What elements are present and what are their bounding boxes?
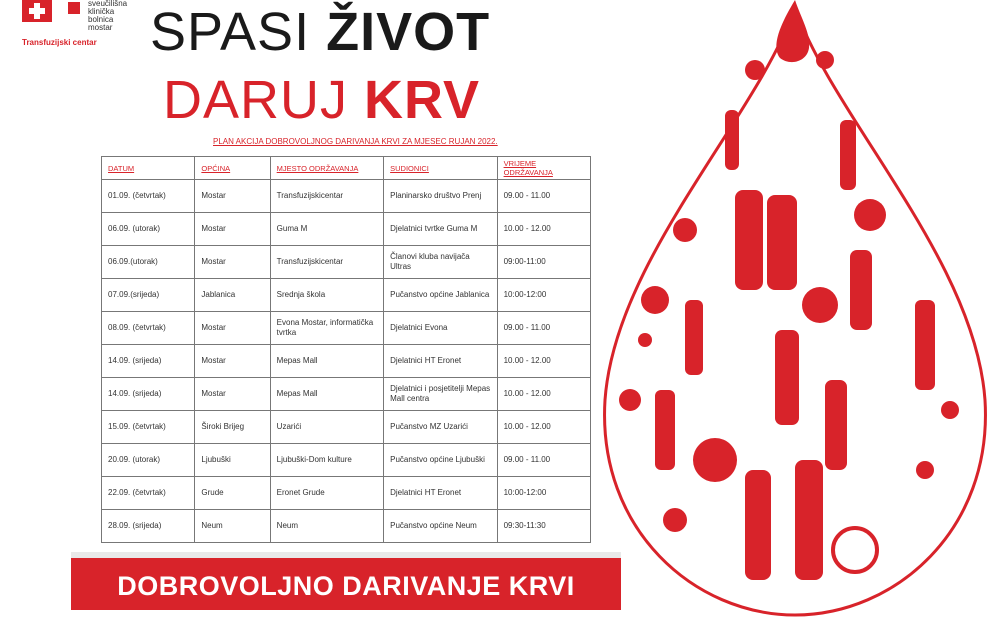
cell-time: 10.00 - 12.00 [497,345,590,378]
cell-participants: Pučanstvo općine Jablanica [384,279,497,312]
headline-light: DARUJ [163,70,365,130]
person-icon [685,300,703,375]
banner-text: DOBROVOLJNO DARIVANJE KRVI [117,571,575,601]
cell-date: 28.09. (srijeda) [102,510,195,543]
table-row [102,477,591,510]
cell-participants: Djelatnici HT Eronet [384,477,497,510]
table-row [102,180,591,213]
cell-date: 06.09. (utorak) [102,213,195,246]
flower-icon [673,218,697,242]
heart-icon [854,199,886,231]
hand-icon [693,438,737,482]
cell-participants: Pučanstvo MZ Uzarići [384,411,497,444]
plan-heading: PLAN AKCIJA DOBROVOLJNOG DARIVANJA KRVI ZA MJESEC RUJAN 2022. [213,137,498,146]
cell-location: Uzarići [270,411,383,444]
headline-bold: ŽIVOT [326,2,491,62]
table-row [102,213,591,246]
globe-icon [833,528,877,572]
cell-location: Evona Mostar, informatička tvrtka [270,312,383,345]
person-icon [915,300,935,390]
table-row [102,246,591,279]
cell-location: Neum [270,510,383,543]
header-location: MJESTO ODRŽAVANJA [270,157,383,180]
cell-municipality: Jablanica [195,279,270,312]
cell-location: Transfuzijskicentar [270,180,383,213]
headline-line-1 [150,4,490,60]
logo-line: bolnica [88,15,114,24]
cell-location: Guma M [270,213,383,246]
cell-participants: Pučanstvo općine Ljubuški [384,444,497,477]
person-icon [795,460,823,580]
person-icon [840,120,856,190]
cell-location: Mepas Mall [270,378,383,411]
table-row [102,279,591,312]
logo-text [88,0,148,32]
cell-municipality: Široki Brijeg [195,411,270,444]
logo-subtitle: Transfuzijski centar [22,38,97,47]
cell-date: 08.09. (četvrtak) [102,312,195,345]
cell-participants: Djelatnici i posjetitelji Mepas Mall centra [384,378,497,411]
cell-date: 01.09. (četvrtak) [102,180,195,213]
cell-municipality: Mostar [195,213,270,246]
person-icon [725,110,739,170]
cell-municipality: Mostar [195,345,270,378]
cell-date: 15.09. (četvrtak) [102,411,195,444]
cell-time: 10.00 - 12.00 [497,378,590,411]
cell-location: Mepas Mall [270,345,383,378]
blood-drop-illustration [595,0,1000,620]
cell-municipality: Grude [195,477,270,510]
cell-date: 22.09. (četvrtak) [102,477,195,510]
cell-municipality: Mostar [195,246,270,279]
header-participants: SUDIONICI [384,157,497,180]
star-icon [638,333,652,347]
table-header-row [102,157,591,180]
cell-time: 09.00 - 11.00 [497,180,590,213]
cell-time: 10:00-12:00 [497,477,590,510]
table-row [102,378,591,411]
cell-time: 09.00 - 11.00 [497,312,590,345]
person-icon [850,250,872,330]
cell-location: Ljubuški-Dom kulture [270,444,383,477]
bottom-banner [71,558,621,610]
headline-light: SPASI [150,2,327,62]
heart-icon [745,60,765,80]
logo-line: mostar [88,23,113,32]
person-icon [655,390,675,470]
cell-municipality: Neum [195,510,270,543]
cell-date: 07.09.(srijeda) [102,279,195,312]
cell-location: Transfuzijskicentar [270,246,383,279]
header-time: VRIJEME ODRŽAVANJA [497,157,590,180]
red-cross-icon [22,0,52,22]
cell-municipality: Mostar [195,180,270,213]
table-row [102,444,591,477]
cell-time: 10.00 - 12.00 [497,411,590,444]
header-date: DATUM [102,157,195,180]
sun-icon [802,287,838,323]
family-icon [735,190,763,290]
heart-icon [941,401,959,419]
cell-participants: Djelatnici tvrtke Guma M [384,213,497,246]
cell-date: 14.09. (srijeda) [102,378,195,411]
cell-time: 09:00-11:00 [497,246,590,279]
cell-time: 10.00 - 12.00 [497,213,590,246]
cell-participants: Djelatnici HT Eronet [384,345,497,378]
cell-time: 10:00-12:00 [497,279,590,312]
logo-square-icon [68,2,80,14]
hospital-logo [8,0,138,48]
cell-time: 09:30-11:30 [497,510,590,543]
cell-date: 20.09. (utorak) [102,444,195,477]
person-icon [745,470,771,580]
cell-date: 14.09. (srijeda) [102,345,195,378]
family-icon [767,195,797,290]
table-row [102,510,591,543]
headline-line-2 [163,72,480,128]
cell-participants: Djelatnici Evona [384,312,497,345]
cell-municipality: Mostar [195,378,270,411]
heart-icon [816,51,834,69]
person-icon [775,330,799,425]
heart-icon [619,389,641,411]
drop-top-icon [776,0,809,62]
table-row [102,345,591,378]
table-row [102,411,591,444]
cell-municipality: Mostar [195,312,270,345]
logo-line: klinička [88,7,115,16]
schedule-table [101,156,591,543]
cyclist-icon [641,286,669,314]
logo-line: sveučilišna [88,0,128,8]
cell-participants: Članovi kluba navijača Ultras [384,246,497,279]
headline-bold: KRV [364,70,481,130]
cell-date: 06.09.(utorak) [102,246,195,279]
cell-participants: Planinarsko društvo Prenj [384,180,497,213]
table-row [102,312,591,345]
cell-location: Eronet Grude [270,477,383,510]
cell-municipality: Ljubuški [195,444,270,477]
header-municipality: OPĆINA [195,157,270,180]
person-icon [825,380,847,470]
flower-icon [663,508,687,532]
cell-time: 09.00 - 11.00 [497,444,590,477]
cell-participants: Pučanstvo općine Neum [384,510,497,543]
cell-location: Srednja škola [270,279,383,312]
star-icon [916,461,934,479]
